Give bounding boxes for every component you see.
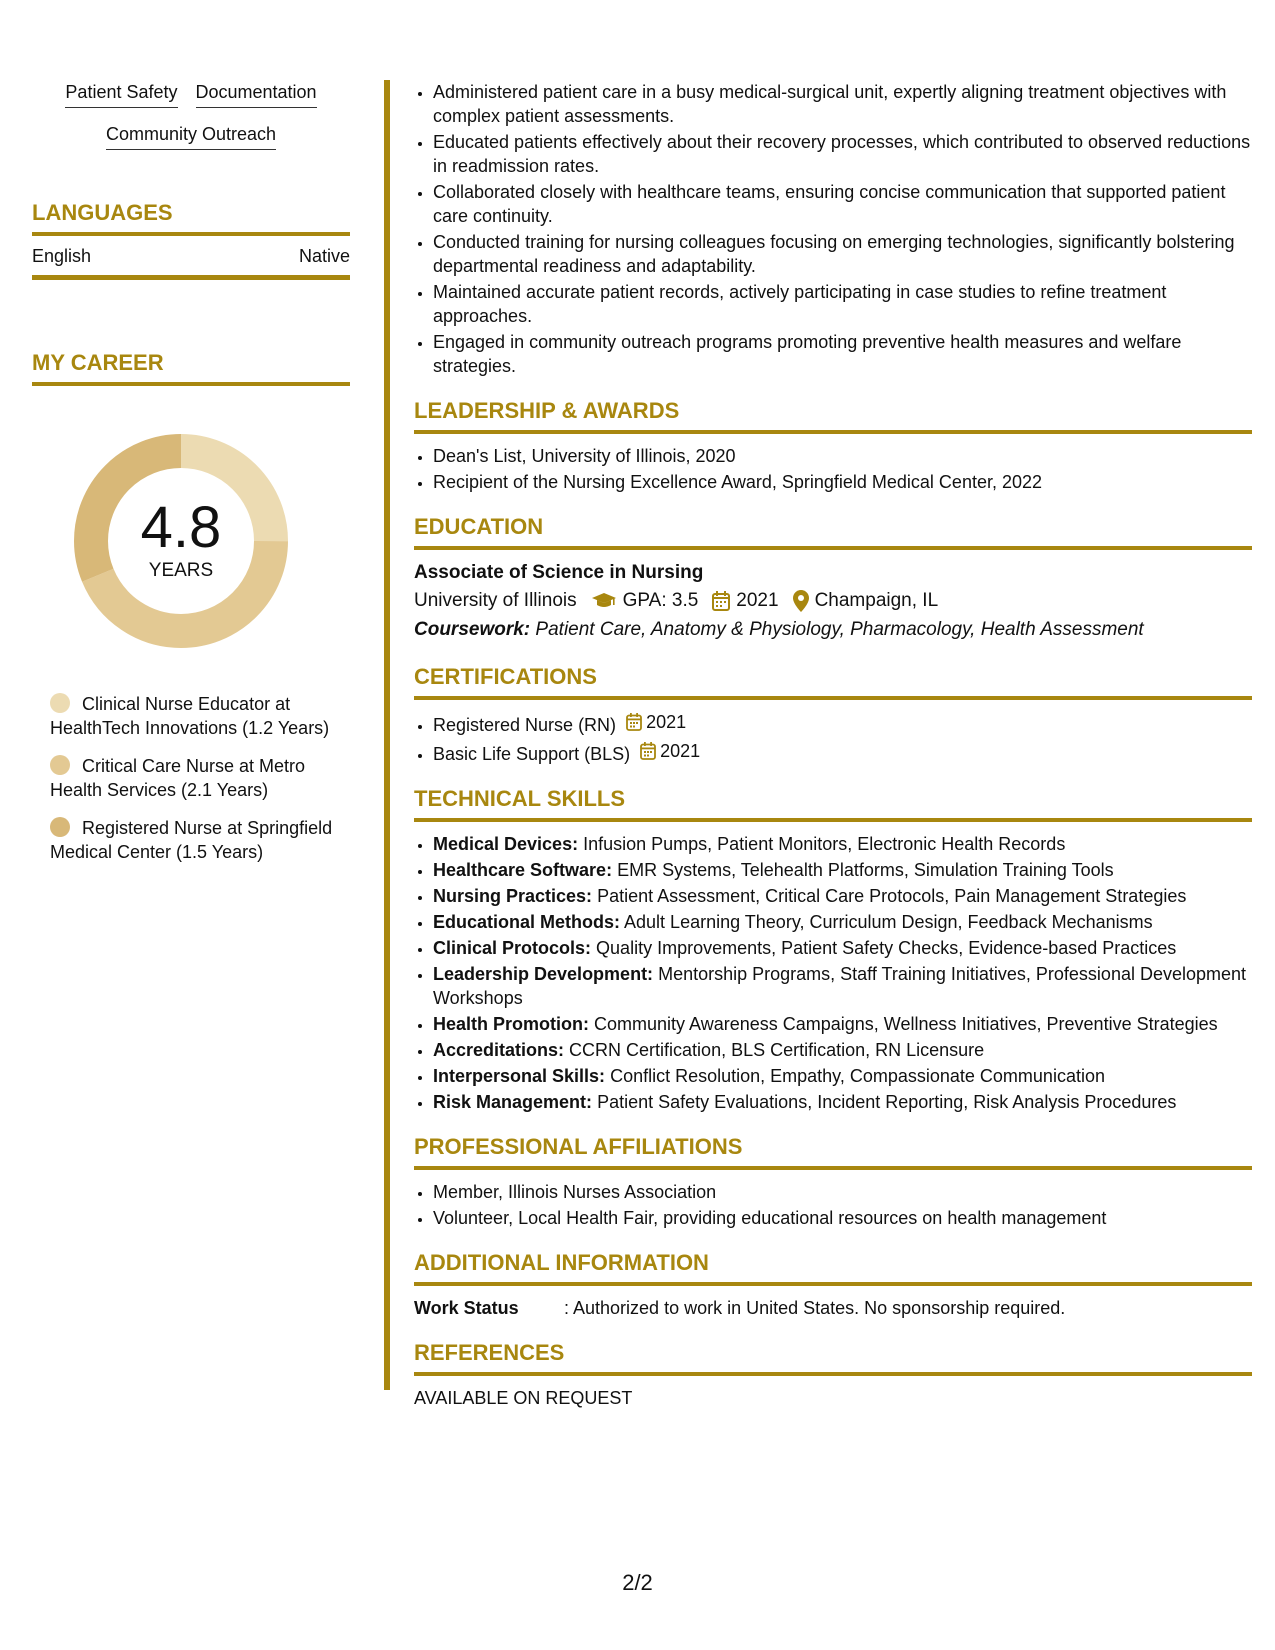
degree-title: Associate of Science in Nursing: [414, 562, 704, 583]
certifications-section: [414, 664, 1252, 766]
education-details: [414, 586, 1252, 616]
career-legend: [50, 692, 335, 864]
experience-bullet: • Maintained accurate patient records, actively participating in case studies to refine treatment approaches.: [433, 280, 1252, 328]
skill-label: Medical Devices:: [433, 834, 579, 854]
skill-item: [433, 858, 1252, 882]
experience-bullet: • Conducted training for nursing colleagues focusing on emerging technologies, significantly bolstering departmental readiness and adaptability.: [433, 230, 1252, 278]
skill-label: Leadership Development:: [433, 964, 654, 984]
calendar-icon: [626, 713, 642, 731]
certification-item: [433, 739, 1252, 766]
graduation-cap-icon: [591, 592, 617, 610]
skill-item: [433, 910, 1252, 934]
location-pin-icon: [793, 590, 809, 612]
skill-value: Quality Improvements, Patient Safety Checks, Evidence-based Practices: [596, 938, 1177, 958]
coursework: [414, 616, 1252, 644]
skills-heading: TECHNICAL SKILLS: [414, 786, 1252, 822]
page-number: 2/2: [622, 1570, 653, 1595]
education-heading: EDUCATION: [414, 514, 1252, 550]
skill-item: [433, 1090, 1252, 1114]
column-divider: [384, 80, 390, 1390]
experience-bullet: • Educated patients effectively about their recovery processes, which contributed to observed reductions in readmission rates.: [433, 130, 1252, 178]
language-name: English: [32, 246, 92, 266]
skill-value: Conflict Resolution, Empathy, Compassionate Communication: [610, 1066, 1105, 1086]
career-legend-label: Critical Care Nurse at Metro Health Services (2.1 Years): [50, 756, 306, 800]
skill-label: Interpersonal Skills:: [433, 1066, 606, 1086]
experience-bullet: • Collaborated closely with healthcare teams, ensuring concise communication that supported patient care continuity.: [433, 180, 1252, 228]
calendar-icon: [712, 591, 730, 611]
work-status-row: [414, 1296, 1252, 1320]
career-legend-label: Registered Nurse at Springfield Medical Center (1.5 Years): [50, 818, 333, 862]
references-heading: REFERENCES: [414, 1340, 1252, 1376]
experience-bullets: [414, 80, 1252, 378]
skill-tag: Community Outreach: [106, 122, 276, 150]
skill-value: EMR Systems, Telehealth Platforms, Simulation Training Tools: [617, 860, 1114, 880]
language-row: [32, 236, 350, 280]
donut-center: [66, 495, 296, 582]
leadership-section: [414, 398, 1252, 494]
skill-value: CCRN Certification, BLS Certification, RN Licensure: [569, 1040, 985, 1060]
certification-item: [433, 710, 1252, 737]
skill-value: Patient Safety Evaluations, Incident Reporting, Risk Analysis Procedures: [597, 1092, 1177, 1112]
affiliation-item: • Volunteer, Local Health Fair, providing educational resources on health management: [433, 1206, 1252, 1230]
coursework-list: Patient Care, Anatomy & Physiology, Pharmacology, Health Assessment: [535, 619, 1144, 640]
certification-name: Registered Nurse (RN): [433, 715, 617, 735]
work-status-value: : Authorized to work in United States. No sponsorship required.: [564, 1298, 1066, 1318]
skill-label: Educational Methods:: [433, 912, 621, 932]
additional-section: [414, 1250, 1252, 1320]
school-location: Champaign, IL: [814, 590, 939, 611]
career-section: [32, 350, 350, 864]
career-legend-item: [50, 754, 335, 802]
legend-dot: [50, 755, 70, 775]
career-unit: YEARS: [148, 560, 214, 581]
skill-value: Patient Assessment, Critical Care Protocols, Pain Management Strategies: [597, 886, 1187, 906]
skills-section: [414, 786, 1252, 1114]
education-section: [414, 514, 1252, 644]
leadership-heading: LEADERSHIP & AWARDS: [414, 398, 1252, 434]
references-section: [414, 1340, 1252, 1410]
career-legend-item: [50, 692, 335, 740]
skill-value: Infusion Pumps, Patient Monitors, Electronic Health Records: [583, 834, 1066, 854]
education-entry: [414, 560, 1252, 644]
skill-label: Nursing Practices:: [433, 886, 593, 906]
certifications-list: [414, 710, 1252, 766]
graduation-year: 2021: [736, 590, 779, 611]
language-level: Native: [298, 246, 350, 266]
affiliations-list: [414, 1180, 1252, 1230]
references-text: AVAILABLE ON REQUEST: [414, 1388, 633, 1408]
languages-heading: LANGUAGES: [32, 200, 350, 236]
career-total-years: 4.8: [140, 495, 222, 560]
career-heading: MY CAREER: [32, 350, 350, 386]
award-item: • Recipient of the Nursing Excellence Award, Springfield Medical Center, 2022: [433, 470, 1252, 494]
skills-list: [414, 832, 1252, 1114]
skill-item: [433, 832, 1252, 856]
certification-name: Basic Life Support (BLS): [433, 744, 631, 764]
calendar-icon: [640, 742, 656, 760]
skill-label: Healthcare Software:: [433, 860, 613, 880]
sidebar: [32, 80, 350, 878]
career-donut-chart: [66, 426, 296, 656]
work-status-label: Work Status: [414, 1298, 519, 1318]
skill-tag: Patient Safety: [65, 80, 177, 108]
award-item: • Dean's List, University of Illinois, 2020: [433, 444, 1252, 468]
certification-date: [640, 739, 700, 763]
certifications-heading: CERTIFICATIONS: [414, 664, 1252, 700]
certification-year: 2021: [646, 712, 687, 732]
skill-value: Mentorship Programs, Staff Training Initiatives, Professional Development Workshops: [433, 964, 1247, 1008]
skill-item: [433, 884, 1252, 908]
career-legend-label: Clinical Nurse Educator at HealthTech Innovations (1.2 Years): [50, 694, 330, 738]
main-content: [414, 80, 1252, 1410]
skill-tag: Documentation: [196, 80, 317, 108]
career-legend-item: [50, 816, 335, 864]
skill-item: [433, 1012, 1252, 1036]
coursework-label: Coursework:: [414, 619, 531, 640]
skill-item: [433, 936, 1252, 960]
skill-label: Clinical Protocols:: [433, 938, 592, 958]
affiliations-section: [414, 1134, 1252, 1230]
skill-label: Risk Management:: [433, 1092, 593, 1112]
legend-dot: [50, 817, 70, 837]
skill-value: Adult Learning Theory, Curriculum Design, Feedback Mechanisms: [624, 912, 1153, 932]
certification-date: [626, 710, 686, 734]
gpa: GPA: 3.5: [622, 590, 699, 611]
leadership-list: [414, 444, 1252, 494]
skill-label: Accreditations:: [433, 1040, 565, 1060]
experience-bullet: • Administered patient care in a busy medical-surgical unit, expertly aligning treatment objectives with complex patient assessments.: [433, 80, 1252, 128]
skill-tags: [32, 80, 350, 150]
skill-value: Community Awareness Campaigns, Wellness Initiatives, Preventive Strategies: [594, 1014, 1218, 1034]
experience-bullet: • Engaged in community outreach programs promoting preventive health measures and welfare strategies.: [433, 330, 1252, 378]
skill-item: [433, 1038, 1252, 1062]
affiliations-heading: PROFESSIONAL AFFILIATIONS: [414, 1134, 1252, 1170]
legend-dot: [50, 693, 70, 713]
skill-item: [433, 1064, 1252, 1088]
skill-label: Health Promotion:: [433, 1014, 589, 1034]
skill-item: [433, 962, 1252, 1010]
additional-heading: ADDITIONAL INFORMATION: [414, 1250, 1252, 1286]
affiliation-item: • Member, Illinois Nurses Association: [433, 1180, 1252, 1204]
languages-section: [32, 200, 350, 280]
certification-year: 2021: [660, 741, 701, 761]
school-name: University of Illinois: [414, 590, 577, 611]
